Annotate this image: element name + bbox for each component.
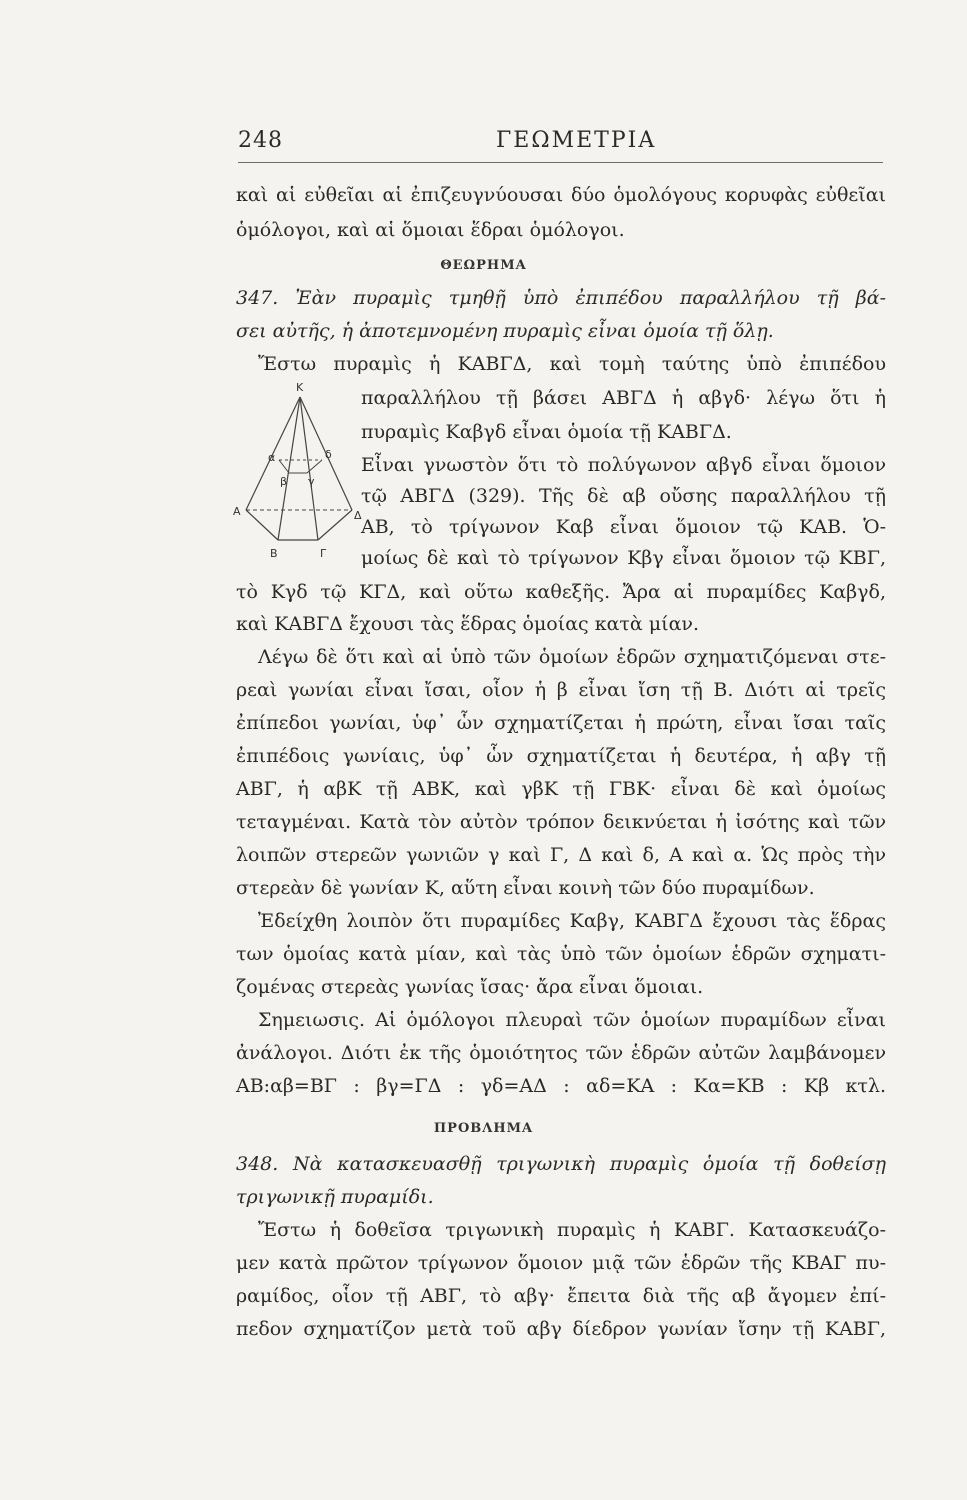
label-gamma: γ [308,475,315,488]
problem-statement: 348. Νὰ κατασκευασθῇ τριγωνικὴ πυραμὶς ὁμοία τῇ δοθείσῃ [236,1153,886,1175]
text-line: ΑΒ, τὸ τρίγωνον Καβ εἶναι ὅμοιον τῷ ΚΑΒ. Ὁ- [361,516,886,538]
label-D: Δ [354,509,362,522]
theorem-statement: 347. Ἐὰν πυραμὶς τμηθῇ ὑπὸ ἐπιπέδου παραλλήλου τῇ βά- [236,287,886,309]
text-line: ραμίδος, οἷον τῇ ΑΒΓ, τὸ αβγ· ἔπειτα διὰ τῆς αβ ἄγομεν ἐπί- [236,1285,886,1307]
theorem-heading: ΘΕΩΡΗΜΑ [440,258,527,273]
text-line: τῷ ΑΒΓΔ (329). Τῆς δὲ αβ οὔσης παραλλήλου τῇ [361,485,886,507]
text-line: μοίως δὲ καὶ τὸ τρίγωνον Κβγ εἶναι ὅμοιον τῷ ΚΒΓ, [361,547,886,569]
text-line: ἀνάλογοι. Διότι ἐκ τῆς ὁμοιότητος τῶν ἑδρῶν αὐτῶν λαμβάνομεν [236,1042,886,1064]
ratio-line: ΑΒ:αβ=ΒΓ : βγ=ΓΔ : γδ=ΑΔ : αδ=ΚΑ : Κα=ΚΒ : Κβ κτλ. [236,1075,886,1097]
label-beta: β [280,475,288,488]
text-line: πεδον σχηματίζον μετὰ τοῦ αβγ δίεδρον γωνίαν ἴσην τῇ ΚΑΒΓ, [236,1318,886,1340]
text-line: τὸ Κγδ τῷ ΚΓΔ, καὶ οὕτω καθεξῆς. Ἄρα αἱ πυραμίδες Καβγδ, [236,581,886,603]
page-header [238,126,883,163]
remark-line: Σημειωσις. Αἱ ὁμόλογοι πλευραὶ τῶν ὁμοίων πυραμίδων εἶναι [258,1009,886,1031]
text-line: των ὁμοίας κατὰ μίαν, καὶ τὰς ὑπὸ τῶν ὁμοίων ἑδρῶν σχηματι- [236,943,886,965]
text-line: Εἶναι γνωστὸν ὅτι τὸ πολύγωνον αβγδ εἶναι ὅμοιον [361,454,886,476]
text-line: ἐπίπεδοι γωνίαι, ὑφ᾿ ὧν σχηματίζεται ἡ πρώτη, εἶναι ἴσαι ταῖς [236,712,886,734]
text-line: ΑΒΓ, ἡ αβΚ τῇ ΑΒΚ, καὶ γβΚ τῇ ΓΒΚ· εἶναι δὲ καὶ ὁμοίως [236,778,886,800]
text-line: ἐπιπέδοις γωνίαις, ὑφ᾿ ὧν σχηματίζεται ἡ δευτέρα, ἡ αβγ τῇ [236,745,886,767]
text-line: ρεαὶ γωνίαι εἶναι ἴσαι, οἷον ἡ β εἶναι ἴση τῇ Β. Διότι αἱ τρεῖς [236,679,886,701]
text-line: λοιπῶν στερεῶν γωνιῶν γ καὶ Γ, Δ καὶ δ, Α καὶ α. Ὡς πρὸς τὴν [236,844,886,866]
text-line: ὁμόλογοι, καὶ αἱ ὅμοιαι ἕδραι ὁμόλογοι. [236,219,625,241]
text-line: καὶ αἱ εὐθεῖαι αἱ ἐπιζευγνύουσαι δύο ὁμολόγους κορυφὰς εὐθεῖαι [236,184,886,206]
text-line: τεταγμέναι. Κατὰ τὸν αὐτὸν τρόπον δεικνύεται ἡ ἰσότης καὶ τῶν [236,811,886,833]
text-line: στερεὰν δὲ γωνίαν Κ, αὕτη εἶναι κοινὴ τῶν δύο πυραμίδων. [236,877,815,899]
label-B: Β [270,547,278,560]
text-line: μεν κατὰ πρῶτον τρίγωνον ὅμοιον μιᾷ τῶν ἑδρῶν τῆς ΚΒΑΓ πυ- [236,1252,886,1274]
running-title: ΓΕΩΜΕΤΡΙΑ [496,128,657,153]
text-line: Ἔστω πυραμὶς ἡ ΚΑΒΓΔ, καὶ τομὴ ταύτης ὑπὸ ἐπιπέδου [258,353,886,375]
problem-heading: ΠΡΟΒΛΗΜΑ [433,1121,534,1136]
text-line: ζομένας στερεὰς γωνίας ἴσας· ἄρα εἶναι ὅμοιαι. [236,976,704,998]
label-K: Κ [296,381,304,394]
problem-statement: τριγωνικῇ πυραμίδι. [236,1186,434,1208]
label-alpha: α [268,451,276,464]
pyramid-figure [228,375,368,565]
text-line: παραλλήλου τῇ βάσει ΑΒΓΔ ἡ αβγδ· λέγω ὅτι ἡ [361,387,886,409]
text-line: Λέγω δὲ ὅτι καὶ αἱ ὑπὸ τῶν ὁμοίων ἑδρῶν σχηματιζόμεναι στε- [258,646,886,668]
text-line: πυραμὶς Καβγδ εἶναι ὁμοία τῇ ΚΑΒΓΔ. [361,421,732,443]
label-A: Α [233,505,241,518]
text-line: Ἔστω ἡ δοθεῖσα τριγωνικὴ πυραμὶς ἡ ΚΑΒΓ. Κατασκευάζο- [258,1219,886,1241]
text-line: καὶ ΚΑΒΓΔ ἔχουσι τὰς ἕδρας ὁμοίας κατὰ μίαν. [236,613,700,635]
page-number: 248 [238,128,283,153]
label-G: Γ [320,547,327,560]
text-line: Ἐδείχθη λοιπὸν ὅτι πυραμίδες Καβγ, ΚΑΒΓΔ ἔχουσι τὰς ἕδρας [258,910,886,932]
theorem-statement: σει αὐτῆς, ἡ ἀποτεμνομένη πυραμὶς εἶναι ὁμοία τῇ ὅλῃ. [236,320,774,342]
label-delta: δ [325,448,332,461]
